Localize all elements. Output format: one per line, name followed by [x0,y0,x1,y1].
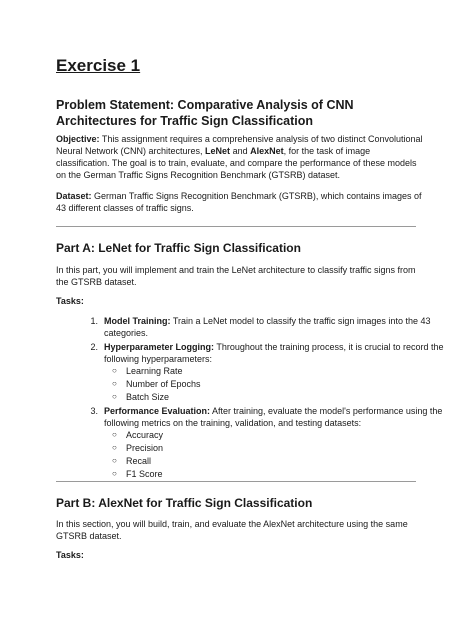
task-subitem [112,429,466,441]
task-text: After training, evaluate the model's performance using the following metrics on the training, validation, and testing datasets: [104,406,443,428]
task-subitem [112,378,466,390]
task-text: Train a LeNet model to classify the traffic sign images into the 43 categories. [104,316,431,338]
task-number: 1. [90,316,98,326]
circle-bullet-icon: ○ [112,456,117,465]
circle-bullet-icon: ○ [112,430,117,439]
task-subitem-text: Batch Size [126,392,170,402]
task-subitem [112,468,466,480]
task-subitem-text: F1 Score [126,469,163,479]
part-a-heading: Part A: LeNet for Traffic Sign Classification [56,241,301,255]
task-subitem-text: Recall [126,456,152,466]
task-subitem-text: Precision [126,443,164,453]
part-a-intro: In this part, you will implement and train the LeNet architecture to classify traffic signs from the GTSRB dataset. [56,265,416,287]
circle-bullet-icon: ○ [112,379,117,388]
task-subitem [112,391,466,403]
part-b-tasks-label: Tasks: [56,550,84,560]
part-b-heading: Part B: AlexNet for Traffic Sign Classification [56,496,313,510]
task-subitem-text: Accuracy [126,430,164,440]
task-subitem [112,365,466,377]
circle-bullet-icon: ○ [112,392,117,401]
task-number: 2. [90,342,98,352]
task-label: Hyperparameter Logging: [104,342,215,352]
objective-text-2: , for the task of image classification. The goal is to train, evaluate, and compare the performance of these models on the German Traffic Signs Recognition Benchmark (GTSRB) dataset. [56,146,417,180]
task-item [90,315,466,339]
dataset-paragraph [56,190,426,214]
task-text: Throughout the training process, it is crucial to record the following hyperparameters: [104,342,444,364]
task-sublist [104,429,466,480]
task-item [90,341,466,403]
task-subitem [112,455,466,467]
alexnet-term: AlexNet [250,146,284,156]
task-label: Performance Evaluation: [104,406,211,416]
task-subitem [112,442,466,454]
divider-2 [56,481,416,482]
task-number: 3. [90,406,98,416]
task-subitem-text: Number of Epochs [126,379,201,389]
part-b-intro: In this section, you will build, train, and evaluate the AlexNet architecture using the same GTSRB dataset. [56,519,408,541]
objective-and: and [230,146,251,156]
page-title: Exercise 1 [56,56,141,75]
objective-paragraph [56,133,426,181]
objective-label: Objective: [56,134,100,144]
task-sublist [104,365,466,403]
task-item [90,405,466,480]
task-subitem-text: Learning Rate [126,366,183,376]
divider-1 [56,226,416,227]
problem-statement-heading: Problem Statement: Comparative Analysis of CNN Architectures for Traffic Sign Classification [56,98,354,128]
dataset-text: German Traffic Signs Recognition Benchmark (GTSRB), which contains images of 43 different classes of traffic signs. [56,191,422,213]
lenet-term: LeNet [205,146,231,156]
task-label: Model Training: [104,316,171,326]
part-a-tasks-label: Tasks: [56,296,84,306]
circle-bullet-icon: ○ [112,469,117,478]
part-a-task-list [56,315,466,482]
objective-text-1: This assignment requires a comprehensive analysis of two distinct Convolutional Neural Network (CNN) architectures, [56,134,423,156]
circle-bullet-icon: ○ [112,366,117,375]
dataset-label: Dataset: [56,191,92,201]
circle-bullet-icon: ○ [112,443,117,452]
